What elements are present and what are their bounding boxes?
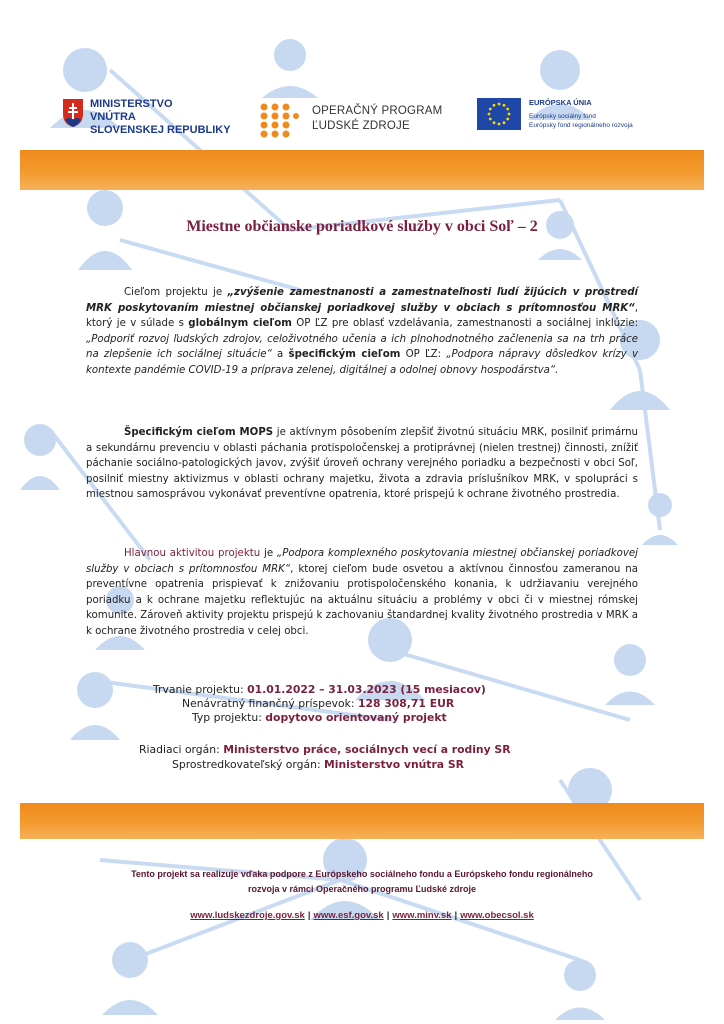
- p2-mops-label: Špecifickým cieľom MOPS: [124, 427, 274, 438]
- p1-project-goal: „zvýšenie zamestnanosti a zamestnateľnosti ľudí žijúcich v prostredí MRK poskytovaním miestnej občianskej poriadkovej služby v obciach s prítomnosťou MRK“: [86, 287, 638, 314]
- funding-line-1: Tento projekt sa realizuje vďaka podpore z Európskeho sociálneho fondu a Európskeho fondu regionálneho: [131, 869, 593, 879]
- p3-text-b: je: [260, 548, 277, 559]
- header-orange-band: [20, 150, 704, 190]
- p1-text-e: OP ĽZ pre oblasť vzdelávania, zamestnanosti a sociálnej inklúzie:: [291, 318, 639, 329]
- p1-specific-goal-quote: „Podpora nápravy dôsledkov krízy v kontexte pandémie COVID-19 a príprava zelenej, digitálnej a odolnej obnovy hospodárstva“.: [86, 349, 638, 376]
- main-activity-paragraph: [86, 546, 638, 639]
- link-separator: |: [386, 910, 390, 921]
- intermediate-value: Ministerstvo vnútra SR: [324, 758, 464, 771]
- eu-title: EURÓPSKA ÚNIA: [529, 98, 592, 107]
- eu-fund-2: Európsky fond regionálneho rozvoja: [529, 122, 633, 129]
- ministry-line-2: VNÚTRA: [90, 111, 136, 123]
- page-title: Miestne občianske poriadkové služby v obci Soľ – 2: [186, 218, 538, 235]
- funding-line-2: rozvoja v rámci Operačného programu Ľudské zdroje: [247, 884, 477, 894]
- grant-label: Nenávratný finančný príspevok:: [182, 697, 358, 710]
- p3-activity-quote: „Podpora komplexného poskytovania miestnej občianskej poriadkovej služby v obciach s prítomnosťou MRK“: [86, 548, 638, 575]
- p2-text: je aktívnym pôsobením zlepšiť životnú situáciu MRK, posilniť primárnu a sekundárnu prevenciu v oblasti páchania protispoločenskej a protiprávnej (nielen trestnej) činnosti, znížiť páchanie sociálno-patologických javov, zvýšiť úroveň ochrany verejného poriadku a bezpečnosti v obci Soľ, posilniť miestny aktivizmus v oblasti ochrany majetku, života a zdravia príslušníkov MRK, v spolupráci s miestnou samosprávou vykonávať preventívne opatrenia, ktoré prispejú k ochrane životného prostredia.: [86, 427, 639, 500]
- p1-global-goal-label: globálnym cieľom: [188, 318, 292, 329]
- intermediate-body-row: [172, 758, 464, 773]
- header-logos: [0, 90, 724, 150]
- program-line-2: ĽUDSKÉ ZDROJE: [312, 120, 410, 132]
- link-minv[interactable]: www.minv.sk: [392, 910, 452, 921]
- funding-statement: [0, 867, 724, 897]
- duration-row: [153, 683, 486, 698]
- type-value: dopytovo orientovaný projekt: [265, 711, 447, 724]
- link-ludskezdroje[interactable]: www.ludskezdroje.gov.sk: [190, 910, 305, 921]
- link-esf[interactable]: www.esf.gov.sk: [313, 910, 384, 921]
- ministry-line-3: SLOVENSKEJ REPUBLIKY: [90, 124, 231, 136]
- managing-value: Ministerstvo práce, sociálnych vecí a rodiny SR: [223, 743, 511, 756]
- footer-links: [0, 910, 724, 921]
- duration-label: Trvanie projektu:: [153, 683, 248, 696]
- op-dots-icon: [258, 102, 300, 138]
- p1-global-goal-quote: „Podporiť rozvoj ľudských zdrojov, celoživotného učenia a ich plnohodnotného začlenenia sa na trh práce na zlepšenie ich sociálnej situácie“: [86, 333, 638, 360]
- type-label: Typ projektu:: [192, 711, 266, 724]
- mops-goal-paragraph: [86, 425, 638, 503]
- p1-text-c: , ktorý je v súlade s: [86, 302, 638, 329]
- managing-label: Riadiaci orgán:: [139, 743, 224, 756]
- p1-text-g: a: [271, 349, 289, 360]
- link-obecsol[interactable]: www.obecsol.sk: [460, 910, 534, 921]
- managing-authority-row: [139, 743, 511, 758]
- project-goal-paragraph: [86, 285, 638, 378]
- p1-text-a: Cieľom projektu je: [124, 287, 228, 298]
- link-separator: |: [454, 910, 458, 921]
- ministry-line-1: MINISTERSTVO: [90, 98, 173, 110]
- type-row: [192, 711, 447, 726]
- eu-fund-1: Európsky sociálny fond: [529, 113, 596, 120]
- intermediate-label: Sprostredkovateľský orgán:: [172, 758, 325, 771]
- slovak-coat-of-arms-icon: [62, 98, 84, 128]
- footer-orange-band: [20, 803, 704, 839]
- grant-row: [182, 697, 454, 712]
- program-line-1: OPERAČNÝ PROGRAM: [312, 105, 443, 117]
- p3-main-activity-label: Hlavnou aktivitou projektu: [124, 548, 261, 559]
- p3-text-d: , ktorej cieľom bude osvetou a aktívnou činnosťou zameranou na preventívne opatrenia prispievať k znižovaniu protispoločenského konania, k udržiavaniu verejného poriadku a k ochrane majetku reflektujúc na aktuálnu situáciu a problémy v obci či v miestnej rómskej komunite. Zároveň aktivity projektu prispejú k zachovaniu štandardnej kvality životného prostredia v MRK a k ochrane životného prostredia v celej obci.: [86, 563, 638, 637]
- p1-text-i: OP ĽZ:: [400, 349, 447, 360]
- link-separator: |: [307, 910, 311, 921]
- duration-value: 01.01.2022 – 31.03.2023 (15 mesiacov): [247, 683, 486, 696]
- eu-flag-icon: [477, 98, 521, 130]
- grant-value: 128 308,71 EUR: [357, 697, 455, 710]
- p1-specific-goal-label: špecifickým cieľom: [288, 349, 401, 360]
